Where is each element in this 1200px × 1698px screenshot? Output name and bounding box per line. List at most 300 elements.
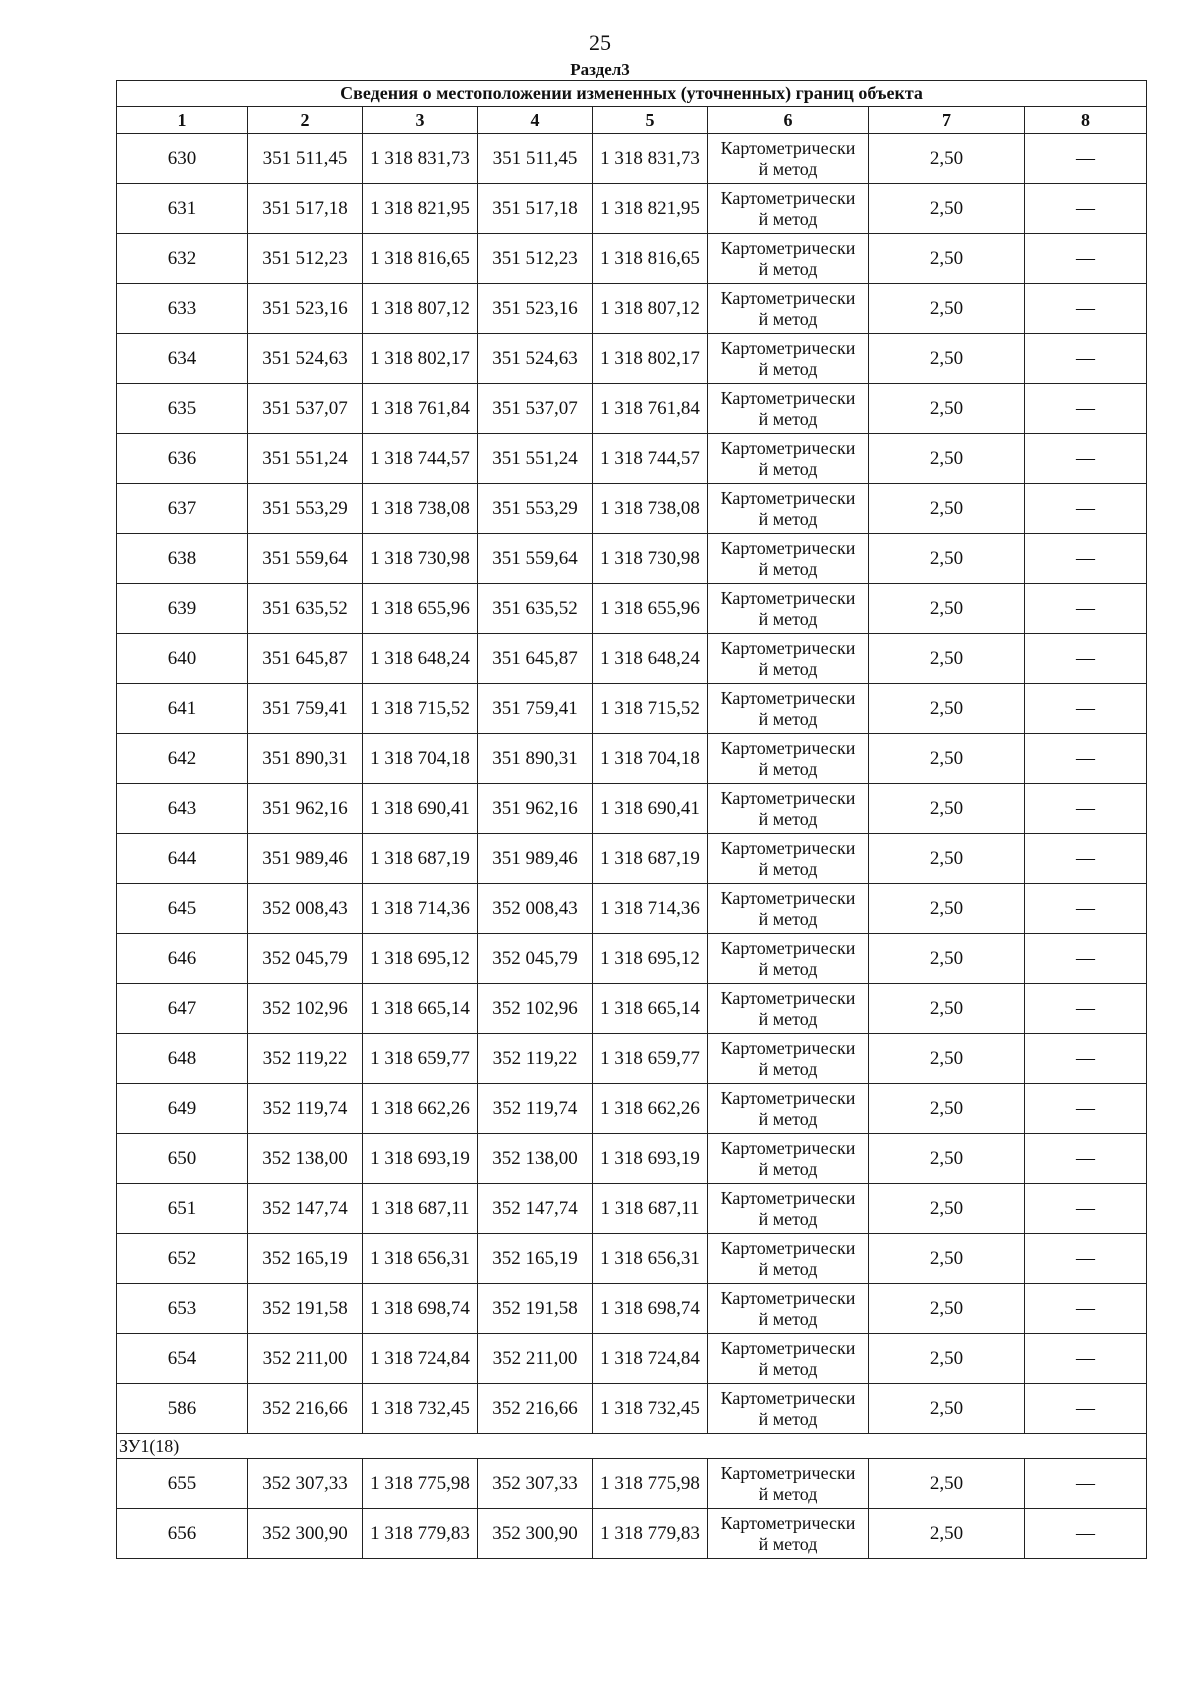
y-existing-cell: 1 318 802,17 — [363, 334, 478, 384]
x-existing-cell: 351 635,52 — [248, 584, 363, 634]
description-cell: — — [1025, 1184, 1147, 1234]
method-cell — [708, 834, 869, 884]
y-refined-cell: 1 318 714,36 — [593, 884, 708, 934]
description-cell: — — [1025, 234, 1147, 284]
x-refined-cell: 352 147,74 — [478, 1184, 593, 1234]
table-row — [117, 1509, 1147, 1559]
point-number-cell: 656 — [117, 1509, 248, 1559]
description-cell: — — [1025, 584, 1147, 634]
x-refined-cell: 351 962,16 — [478, 784, 593, 834]
accuracy-cell: 2,50 — [869, 634, 1025, 684]
table-row — [117, 784, 1147, 834]
column-number-row — [117, 107, 1147, 134]
y-existing-cell: 1 318 738,08 — [363, 484, 478, 534]
method-text-line: й метод — [758, 908, 818, 929]
point-number-cell: 655 — [117, 1459, 248, 1509]
x-existing-cell: 351 551,24 — [248, 434, 363, 484]
description-cell: — — [1025, 1334, 1147, 1384]
y-refined-cell: 1 318 662,26 — [593, 1084, 708, 1134]
boundary-coordinates-table — [116, 80, 1147, 1559]
y-refined-cell: 1 318 724,84 — [593, 1334, 708, 1384]
y-refined-cell: 1 318 738,08 — [593, 484, 708, 534]
point-number-cell: 634 — [117, 334, 248, 384]
method-cell — [708, 634, 869, 684]
method-text-line: Картометрически — [720, 637, 856, 658]
table-row — [117, 1334, 1147, 1384]
y-existing-cell: 1 318 732,45 — [363, 1384, 478, 1434]
point-number-cell: 631 — [117, 184, 248, 234]
method-text-line: Картометрически — [720, 1087, 856, 1108]
y-existing-cell: 1 318 648,24 — [363, 634, 478, 684]
method-text-line: й метод — [758, 408, 818, 429]
x-refined-cell: 351 890,31 — [478, 734, 593, 784]
column-number: 5 — [593, 107, 708, 134]
method-text-line: й метод — [758, 308, 818, 329]
method-cell — [708, 734, 869, 784]
y-refined-cell: 1 318 659,77 — [593, 1034, 708, 1084]
method-cell — [708, 534, 869, 584]
method-text-line: Картометрически — [720, 787, 856, 808]
method-cell — [708, 984, 869, 1034]
description-cell: — — [1025, 1234, 1147, 1284]
y-refined-cell: 1 318 775,98 — [593, 1459, 708, 1509]
table-caption: Сведения о местоположении измененных (уточненных) границ объекта — [117, 81, 1147, 107]
accuracy-cell: 2,50 — [869, 184, 1025, 234]
method-text-line: й метод — [758, 1358, 818, 1379]
table-row — [117, 334, 1147, 384]
method-text-line: Картометрически — [720, 1462, 856, 1483]
description-cell: — — [1025, 384, 1147, 434]
point-number-cell: 635 — [117, 384, 248, 434]
x-existing-cell: 351 517,18 — [248, 184, 363, 234]
y-existing-cell: 1 318 687,19 — [363, 834, 478, 884]
y-refined-cell: 1 318 693,19 — [593, 1134, 708, 1184]
description-cell: — — [1025, 984, 1147, 1034]
description-cell: — — [1025, 1459, 1147, 1509]
y-existing-cell: 1 318 698,74 — [363, 1284, 478, 1334]
method-text-line: Картометрически — [720, 1187, 856, 1208]
x-existing-cell: 351 511,45 — [248, 134, 363, 184]
accuracy-cell: 2,50 — [869, 1234, 1025, 1284]
method-cell — [708, 1459, 869, 1509]
y-refined-cell: 1 318 816,65 — [593, 234, 708, 284]
x-refined-cell: 351 517,18 — [478, 184, 593, 234]
table-row — [117, 1034, 1147, 1084]
x-refined-cell: 351 537,07 — [478, 384, 593, 434]
point-number-cell: 586 — [117, 1384, 248, 1434]
accuracy-cell: 2,50 — [869, 384, 1025, 434]
table-row — [117, 734, 1147, 784]
method-cell — [708, 1184, 869, 1234]
y-refined-cell: 1 318 695,12 — [593, 934, 708, 984]
x-existing-cell: 351 890,31 — [248, 734, 363, 784]
y-refined-cell: 1 318 665,14 — [593, 984, 708, 1034]
x-existing-cell: 352 307,33 — [248, 1459, 363, 1509]
x-refined-cell: 352 216,66 — [478, 1384, 593, 1434]
method-text-line: й метод — [758, 858, 818, 879]
y-existing-cell: 1 318 816,65 — [363, 234, 478, 284]
table-row — [117, 484, 1147, 534]
method-text-line: й метод — [758, 1408, 818, 1429]
description-cell: — — [1025, 1509, 1147, 1559]
group-label: ЗУ1(18) — [117, 1434, 1147, 1459]
description-cell: — — [1025, 684, 1147, 734]
x-refined-cell: 351 523,16 — [478, 284, 593, 334]
method-cell — [708, 1034, 869, 1084]
x-existing-cell: 352 211,00 — [248, 1334, 363, 1384]
accuracy-cell: 2,50 — [869, 684, 1025, 734]
method-text-line: й метод — [758, 608, 818, 629]
x-refined-cell: 352 211,00 — [478, 1334, 593, 1384]
x-refined-cell: 351 512,23 — [478, 234, 593, 284]
y-existing-cell: 1 318 665,14 — [363, 984, 478, 1034]
table-row — [117, 1184, 1147, 1234]
method-text-line: й метод — [758, 658, 818, 679]
method-cell — [708, 434, 869, 484]
method-text-line: й метод — [758, 708, 818, 729]
method-text-line: Картометрически — [720, 187, 856, 208]
x-existing-cell: 352 045,79 — [248, 934, 363, 984]
description-cell: — — [1025, 934, 1147, 984]
description-cell: — — [1025, 534, 1147, 584]
point-number-cell: 643 — [117, 784, 248, 834]
accuracy-cell: 2,50 — [869, 334, 1025, 384]
table-row — [117, 684, 1147, 734]
table-row — [117, 184, 1147, 234]
point-number-cell: 649 — [117, 1084, 248, 1134]
point-number-cell: 640 — [117, 634, 248, 684]
y-refined-cell: 1 318 779,83 — [593, 1509, 708, 1559]
y-existing-cell: 1 318 714,36 — [363, 884, 478, 934]
x-existing-cell: 351 512,23 — [248, 234, 363, 284]
x-refined-cell: 352 191,58 — [478, 1284, 593, 1334]
accuracy-cell: 2,50 — [869, 534, 1025, 584]
y-refined-cell: 1 318 744,57 — [593, 434, 708, 484]
method-cell — [708, 1134, 869, 1184]
method-text-line: Картометрически — [720, 337, 856, 358]
table-row — [117, 1459, 1147, 1509]
description-cell: — — [1025, 784, 1147, 834]
group-label-row — [117, 1434, 1147, 1459]
method-text-line: Картометрически — [720, 887, 856, 908]
method-text-line: Картометрически — [720, 1037, 856, 1058]
table-row — [117, 534, 1147, 584]
point-number-cell: 633 — [117, 284, 248, 334]
accuracy-cell: 2,50 — [869, 884, 1025, 934]
y-existing-cell: 1 318 704,18 — [363, 734, 478, 784]
y-refined-cell: 1 318 704,18 — [593, 734, 708, 784]
x-refined-cell: 351 551,24 — [478, 434, 593, 484]
description-cell: — — [1025, 434, 1147, 484]
accuracy-cell: 2,50 — [869, 1509, 1025, 1559]
method-text-line: й метод — [758, 508, 818, 529]
point-number-cell: 650 — [117, 1134, 248, 1184]
y-existing-cell: 1 318 730,98 — [363, 534, 478, 584]
method-text-line: й метод — [758, 1008, 818, 1029]
table-row — [117, 284, 1147, 334]
column-number: 6 — [708, 107, 869, 134]
method-text-line: й метод — [758, 258, 818, 279]
method-text-line: Картометрически — [720, 537, 856, 558]
method-text-line: Картометрически — [720, 1237, 856, 1258]
table-row — [117, 1234, 1147, 1284]
y-refined-cell: 1 318 690,41 — [593, 784, 708, 834]
y-refined-cell: 1 318 715,52 — [593, 684, 708, 734]
x-refined-cell: 351 511,45 — [478, 134, 593, 184]
y-existing-cell: 1 318 724,84 — [363, 1334, 478, 1384]
method-text-line: Картометрически — [720, 737, 856, 758]
method-text-line: Картометрически — [720, 987, 856, 1008]
y-refined-cell: 1 318 687,11 — [593, 1184, 708, 1234]
y-existing-cell: 1 318 655,96 — [363, 584, 478, 634]
method-text-line: й метод — [758, 1533, 818, 1554]
y-refined-cell: 1 318 656,31 — [593, 1234, 708, 1284]
method-cell — [708, 1084, 869, 1134]
description-cell: — — [1025, 484, 1147, 534]
accuracy-cell: 2,50 — [869, 434, 1025, 484]
x-refined-cell: 351 989,46 — [478, 834, 593, 884]
page-number: 25 — [589, 30, 611, 55]
accuracy-cell: 2,50 — [869, 1384, 1025, 1434]
description-cell: — — [1025, 884, 1147, 934]
point-number-cell: 654 — [117, 1334, 248, 1384]
method-text-line: й метод — [758, 558, 818, 579]
method-text-line: й метод — [758, 208, 818, 229]
point-number-cell: 645 — [117, 884, 248, 934]
section-label: Раздел3 — [570, 60, 630, 79]
point-number-cell: 651 — [117, 1184, 248, 1234]
description-cell: — — [1025, 1134, 1147, 1184]
description-cell: — — [1025, 1384, 1147, 1434]
accuracy-cell: 2,50 — [869, 1034, 1025, 1084]
table-row — [117, 1384, 1147, 1434]
x-existing-cell: 352 138,00 — [248, 1134, 363, 1184]
x-refined-cell: 351 759,41 — [478, 684, 593, 734]
point-number-cell: 639 — [117, 584, 248, 634]
method-text-line: Картометрически — [720, 1287, 856, 1308]
accuracy-cell: 2,50 — [869, 834, 1025, 884]
method-cell — [708, 684, 869, 734]
method-cell — [708, 584, 869, 634]
column-number: 8 — [1025, 107, 1147, 134]
y-existing-cell: 1 318 662,26 — [363, 1084, 478, 1134]
column-number: 4 — [478, 107, 593, 134]
x-existing-cell: 352 119,74 — [248, 1084, 363, 1134]
method-text-line: Картометрически — [720, 437, 856, 458]
column-number: 7 — [869, 107, 1025, 134]
description-cell: — — [1025, 734, 1147, 784]
method-cell — [708, 334, 869, 384]
x-existing-cell: 352 147,74 — [248, 1184, 363, 1234]
accuracy-cell: 2,50 — [869, 1134, 1025, 1184]
accuracy-cell: 2,50 — [869, 1084, 1025, 1134]
accuracy-cell: 2,50 — [869, 484, 1025, 534]
x-existing-cell: 351 553,29 — [248, 484, 363, 534]
method-text-line: й метод — [758, 1208, 818, 1229]
method-text-line: й метод — [758, 1058, 818, 1079]
method-text-line: Картометрически — [720, 1137, 856, 1158]
y-existing-cell: 1 318 690,41 — [363, 784, 478, 834]
x-existing-cell: 351 759,41 — [248, 684, 363, 734]
point-number-cell: 637 — [117, 484, 248, 534]
method-text-line: й метод — [758, 1483, 818, 1504]
point-number-cell: 646 — [117, 934, 248, 984]
method-cell — [708, 1509, 869, 1559]
x-existing-cell: 351 962,16 — [248, 784, 363, 834]
description-cell: — — [1025, 284, 1147, 334]
method-text-line: Картометрически — [720, 1387, 856, 1408]
method-cell — [708, 1284, 869, 1334]
y-existing-cell: 1 318 695,12 — [363, 934, 478, 984]
method-cell — [708, 484, 869, 534]
method-cell — [708, 784, 869, 834]
accuracy-cell: 2,50 — [869, 284, 1025, 334]
x-existing-cell: 352 008,43 — [248, 884, 363, 934]
accuracy-cell: 2,50 — [869, 934, 1025, 984]
y-existing-cell: 1 318 807,12 — [363, 284, 478, 334]
method-cell — [708, 184, 869, 234]
y-refined-cell: 1 318 761,84 — [593, 384, 708, 434]
column-number: 2 — [248, 107, 363, 134]
accuracy-cell: 2,50 — [869, 1459, 1025, 1509]
x-refined-cell: 351 559,64 — [478, 534, 593, 584]
method-text-line: Картометрически — [720, 287, 856, 308]
x-existing-cell: 351 989,46 — [248, 834, 363, 884]
y-existing-cell: 1 318 715,52 — [363, 684, 478, 734]
x-refined-cell: 351 635,52 — [478, 584, 593, 634]
method-text-line: Картометрически — [720, 387, 856, 408]
method-text-line: й метод — [758, 1108, 818, 1129]
description-cell: — — [1025, 834, 1147, 884]
accuracy-cell: 2,50 — [869, 234, 1025, 284]
table-row — [117, 384, 1147, 434]
x-refined-cell: 352 165,19 — [478, 1234, 593, 1284]
table-row — [117, 434, 1147, 484]
y-refined-cell: 1 318 802,17 — [593, 334, 708, 384]
x-existing-cell: 351 559,64 — [248, 534, 363, 584]
point-number-cell: 642 — [117, 734, 248, 784]
accuracy-cell: 2,50 — [869, 1284, 1025, 1334]
method-cell — [708, 384, 869, 434]
point-number-cell: 644 — [117, 834, 248, 884]
method-text-line: й метод — [758, 1308, 818, 1329]
table-body — [117, 134, 1147, 1559]
method-text-line: й метод — [758, 458, 818, 479]
y-existing-cell: 1 318 744,57 — [363, 434, 478, 484]
table-row — [117, 1134, 1147, 1184]
accuracy-cell: 2,50 — [869, 134, 1025, 184]
accuracy-cell: 2,50 — [869, 1184, 1025, 1234]
y-existing-cell: 1 318 659,77 — [363, 1034, 478, 1084]
y-refined-cell: 1 318 807,12 — [593, 284, 708, 334]
description-cell: — — [1025, 334, 1147, 384]
table-row — [117, 984, 1147, 1034]
table-row — [117, 934, 1147, 984]
method-cell — [708, 1384, 869, 1434]
y-existing-cell: 1 318 693,19 — [363, 1134, 478, 1184]
y-existing-cell: 1 318 761,84 — [363, 384, 478, 434]
y-refined-cell: 1 318 831,73 — [593, 134, 708, 184]
x-refined-cell: 351 553,29 — [478, 484, 593, 534]
column-number: 1 — [117, 107, 248, 134]
x-refined-cell: 351 524,63 — [478, 334, 593, 384]
point-number-cell: 653 — [117, 1284, 248, 1334]
method-cell — [708, 884, 869, 934]
x-refined-cell: 352 119,74 — [478, 1084, 593, 1134]
table-row — [117, 584, 1147, 634]
x-existing-cell: 352 119,22 — [248, 1034, 363, 1084]
method-cell — [708, 1334, 869, 1384]
method-text-line: й метод — [758, 958, 818, 979]
y-refined-cell: 1 318 730,98 — [593, 534, 708, 584]
point-number-cell: 641 — [117, 684, 248, 734]
method-text-line: Картометрически — [720, 137, 856, 158]
y-refined-cell: 1 318 698,74 — [593, 1284, 708, 1334]
y-refined-cell: 1 318 687,19 — [593, 834, 708, 884]
point-number-cell: 647 — [117, 984, 248, 1034]
method-text-line: й метод — [758, 1158, 818, 1179]
method-text-line: й метод — [758, 1258, 818, 1279]
method-text-line: Картометрически — [720, 587, 856, 608]
x-refined-cell: 351 645,87 — [478, 634, 593, 684]
point-number-cell: 648 — [117, 1034, 248, 1084]
method-cell — [708, 934, 869, 984]
point-number-cell: 652 — [117, 1234, 248, 1284]
y-refined-cell: 1 318 648,24 — [593, 634, 708, 684]
x-existing-cell: 351 523,16 — [248, 284, 363, 334]
x-refined-cell: 352 138,00 — [478, 1134, 593, 1184]
method-text-line: Картометрически — [720, 1512, 856, 1533]
description-cell: — — [1025, 134, 1147, 184]
accuracy-cell: 2,50 — [869, 734, 1025, 784]
description-cell: — — [1025, 1284, 1147, 1334]
method-cell — [708, 1234, 869, 1284]
method-text-line: й метод — [758, 158, 818, 179]
y-existing-cell: 1 318 821,95 — [363, 184, 478, 234]
method-text-line: й метод — [758, 358, 818, 379]
point-number-cell: 638 — [117, 534, 248, 584]
method-text-line: й метод — [758, 758, 818, 779]
x-refined-cell: 352 102,96 — [478, 984, 593, 1034]
accuracy-cell: 2,50 — [869, 984, 1025, 1034]
x-refined-cell: 352 045,79 — [478, 934, 593, 984]
x-existing-cell: 352 191,58 — [248, 1284, 363, 1334]
table-row — [117, 1084, 1147, 1134]
y-refined-cell: 1 318 655,96 — [593, 584, 708, 634]
method-cell — [708, 284, 869, 334]
y-existing-cell: 1 318 831,73 — [363, 134, 478, 184]
y-existing-cell: 1 318 687,11 — [363, 1184, 478, 1234]
method-cell — [708, 134, 869, 184]
method-text-line: Картометрически — [720, 937, 856, 958]
table-row — [117, 234, 1147, 284]
y-existing-cell: 1 318 779,83 — [363, 1509, 478, 1559]
accuracy-cell: 2,50 — [869, 1334, 1025, 1384]
description-cell: — — [1025, 634, 1147, 684]
y-existing-cell: 1 318 775,98 — [363, 1459, 478, 1509]
method-cell — [708, 234, 869, 284]
description-cell: — — [1025, 184, 1147, 234]
table-row — [117, 634, 1147, 684]
x-refined-cell: 352 008,43 — [478, 884, 593, 934]
x-refined-cell: 352 307,33 — [478, 1459, 593, 1509]
x-existing-cell: 351 645,87 — [248, 634, 363, 684]
x-existing-cell: 351 524,63 — [248, 334, 363, 384]
x-existing-cell: 352 300,90 — [248, 1509, 363, 1559]
point-number-cell: 636 — [117, 434, 248, 484]
x-refined-cell: 352 119,22 — [478, 1034, 593, 1084]
table-row — [117, 834, 1147, 884]
